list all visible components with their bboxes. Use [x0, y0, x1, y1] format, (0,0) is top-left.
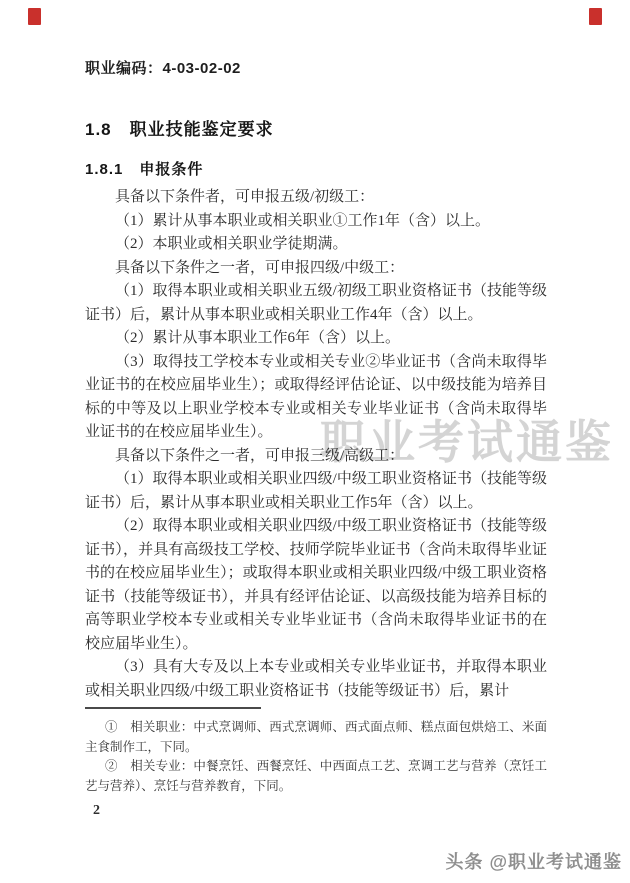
footnote: ① 相关职业：中式烹调师、西式烹调师、西式面点师、糕点面包烘焙工、米面主食制作工，下同。: [85, 720, 547, 754]
paragraph: （1）取得本职业或相关职业五级/初级工职业资格证书（技能等级证书）后，累计从事本职业或相关职业工作4年（含）以上。: [85, 283, 547, 323]
paragraph: （3）取得技工学校本专业或相关专业②毕业证书（含尚未取得毕业证书的在校应届毕业生）；或取得经评估论证、以中级技能为培养目标的中等及以上职业学校本专业或相关专业毕业证书（含尚未取得毕业证书的在校应届毕业生）。: [85, 353, 547, 440]
paragraph: （3）具有大专及以上本专业或相关专业毕业证书，并取得本职业或相关职业四级/中级工职业资格证书（技能等级证书）后，累计: [85, 659, 547, 699]
subsection-heading: 1.8.1 申报条件: [85, 161, 204, 178]
paragraph: （2）本职业或相关职业学徒期满。: [115, 236, 348, 252]
paragraph: （1）累计从事本职业或相关职业①工作1年（含）以上。: [115, 212, 491, 229]
paragraph: 具备以下条件者，可申报五级/初级工：: [115, 189, 375, 205]
red-corner-mark-right-icon: [589, 8, 602, 25]
paragraph: （1）取得本职业或相关职业四级/中级工职业资格证书（技能等级证书）后，累计从事本职业或相关职业工作5年（含）以上。: [85, 471, 547, 511]
page-number: 2: [93, 803, 100, 818]
paragraph: （2）取得本职业或相关职业四级/中级工职业资格证书（技能等级证书），并具有高级技工学校、技师学院毕业证书（含尚未取得毕业证书的在校应届毕业生）；或取得本职业或相关职业四级/中级工职业资格证书（技能等级证书），并具有经评估论证、以高级技能为培养目标的高等职业学校本专业或相关专业毕业证书（含尚未取得毕业证书的在校应届毕业生）。: [85, 518, 547, 652]
footnotes: [85, 718, 547, 796]
section-heading: 1.8 职业技能鉴定要求: [85, 120, 274, 139]
paragraph: 具备以下条件之一者，可申报四级/中级工：: [115, 259, 405, 276]
footnote-divider: [85, 707, 261, 709]
toutiao-watermark: 头条 @职业考试通鉴: [445, 852, 622, 872]
paragraph: （2）累计从事本职业工作6年（含）以上。: [115, 330, 401, 346]
paragraph: 具备以下条件之一者，可申报三级/高级工：: [115, 447, 405, 464]
red-corner-mark-left-icon: [28, 8, 41, 25]
body-text: [85, 186, 547, 703]
footnote: ② 相关专业：中餐烹饪、西餐烹饪、中西面点工艺、烹调工艺与营养（烹饪工艺与营养）、烹饪与营养教育，下同。: [85, 759, 547, 793]
center-watermark: 职业考试通鉴: [320, 417, 614, 468]
occupation-code: 职业编码：4-03-02-02: [85, 60, 241, 77]
